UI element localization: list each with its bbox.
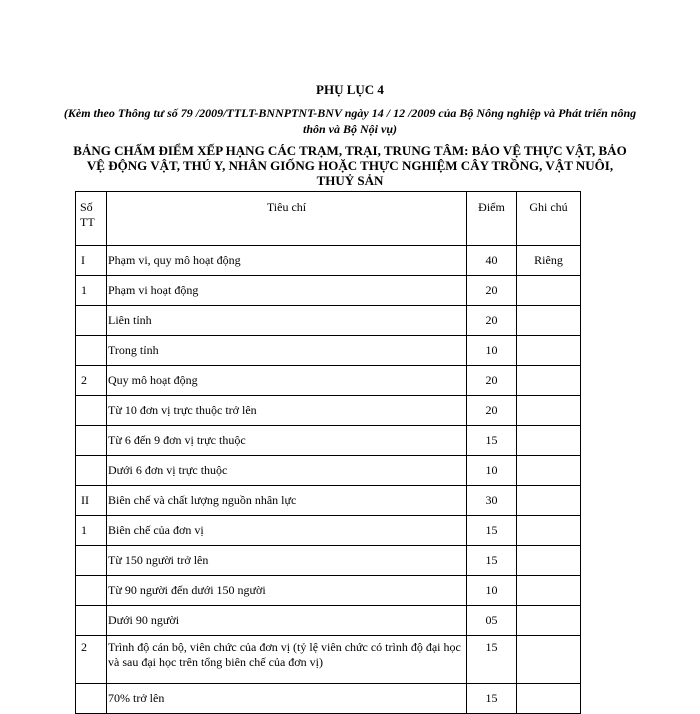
header-stt: Số TT	[76, 192, 107, 246]
scoring-table	[75, 191, 581, 714]
row-stt: 2	[76, 636, 107, 684]
row-note	[517, 366, 581, 396]
table-body	[76, 246, 581, 714]
row-score: 20	[467, 366, 517, 396]
row-criteria: Trình độ cán bộ, viên chức của đơn vị (tỷ lệ viên chức có trình độ đại học và sau đại học trên tổng biên chế của đơn vị)	[107, 636, 467, 684]
row-stt	[76, 576, 107, 606]
row-score: 10	[467, 576, 517, 606]
appendix-heading: PHỤ LỤC 4	[316, 82, 384, 97]
row-criteria: Phạm vi hoạt động	[107, 276, 467, 306]
table-row	[76, 576, 581, 606]
table-row	[76, 606, 581, 636]
row-note	[517, 276, 581, 306]
row-stt: I	[76, 246, 107, 276]
row-stt	[76, 396, 107, 426]
row-note	[517, 576, 581, 606]
table-row	[76, 276, 581, 306]
row-criteria: Trong tỉnh	[107, 336, 467, 366]
row-note: Riêng	[517, 246, 581, 276]
row-criteria: Từ 150 người trở lên	[107, 546, 467, 576]
row-note	[517, 606, 581, 636]
row-stt: 1	[76, 516, 107, 546]
row-score: 20	[467, 276, 517, 306]
row-stt	[76, 306, 107, 336]
table-row	[76, 546, 581, 576]
row-stt	[76, 426, 107, 456]
table-row	[76, 684, 581, 714]
document-title: BẢNG CHẤM ĐIỂM XẾP HẠNG CÁC TRẠM, TRẠI, TRUNG TÂM: BẢO VỆ THỰC VẬT, BẢO VỆ ĐỘNG VẬT, THÚ Y, NHÂN GIỐNG HOẶC THỰC NGHIỆM CÂY TRỒNG, VẬT NUÔI, THUỶ SẢN	[73, 143, 627, 188]
header-score: Điểm	[467, 192, 517, 246]
row-note	[517, 546, 581, 576]
row-stt: II	[76, 486, 107, 516]
row-stt	[76, 546, 107, 576]
table-row	[76, 516, 581, 546]
table-row	[76, 366, 581, 396]
row-criteria: Biên chế và chất lượng nguồn nhân lực	[107, 486, 467, 516]
row-score: 15	[467, 684, 517, 714]
row-note	[517, 336, 581, 366]
table-row	[76, 306, 581, 336]
row-criteria: Từ 10 đơn vị trực thuộc trở lên	[107, 396, 467, 426]
table-row	[76, 636, 581, 684]
table-row	[76, 336, 581, 366]
row-criteria: Liên tỉnh	[107, 306, 467, 336]
row-score: 05	[467, 606, 517, 636]
row-stt	[76, 336, 107, 366]
row-score: 15	[467, 636, 517, 684]
row-stt: 2	[76, 366, 107, 396]
row-stt	[76, 684, 107, 714]
row-score: 10	[467, 456, 517, 486]
row-note	[517, 516, 581, 546]
header-criteria: Tiêu chí	[107, 192, 467, 246]
row-score: 15	[467, 426, 517, 456]
row-score: 20	[467, 306, 517, 336]
row-criteria: Từ 6 đến 9 đơn vị trực thuộc	[107, 426, 467, 456]
row-score: 40	[467, 246, 517, 276]
row-stt	[76, 606, 107, 636]
row-note	[517, 426, 581, 456]
row-criteria: Dưới 6 đơn vị trực thuộc	[107, 456, 467, 486]
row-criteria: Dưới 90 người	[107, 606, 467, 636]
row-criteria: Quy mô hoạt động	[107, 366, 467, 396]
row-score: 30	[467, 486, 517, 516]
row-note	[517, 396, 581, 426]
row-stt: 1	[76, 276, 107, 306]
row-note	[517, 456, 581, 486]
table-row	[76, 426, 581, 456]
row-stt	[76, 456, 107, 486]
row-note	[517, 636, 581, 684]
table-row	[76, 486, 581, 516]
table-header-row	[76, 192, 581, 246]
table-row	[76, 246, 581, 276]
row-score: 15	[467, 546, 517, 576]
row-score: 15	[467, 516, 517, 546]
row-score: 10	[467, 336, 517, 366]
table-row	[76, 456, 581, 486]
row-criteria: Từ 90 người đến dưới 150 người	[107, 576, 467, 606]
header-note: Ghi chú	[517, 192, 581, 246]
row-note	[517, 306, 581, 336]
row-criteria: Phạm vi, quy mô hoạt động	[107, 246, 467, 276]
row-score: 20	[467, 396, 517, 426]
row-note	[517, 486, 581, 516]
table-row	[76, 396, 581, 426]
row-criteria: 70% trở lên	[107, 684, 467, 714]
document-subtitle: (Kèm theo Thông tư số 79 /2009/TTLT-BNNPTNT-BNV ngày 14 / 12 /2009 của Bộ Nông nghiệp và Phát triển nông thôn và Bộ Nội vụ)	[63, 106, 637, 136]
row-note	[517, 684, 581, 714]
row-criteria: Biên chế của đơn vị	[107, 516, 467, 546]
